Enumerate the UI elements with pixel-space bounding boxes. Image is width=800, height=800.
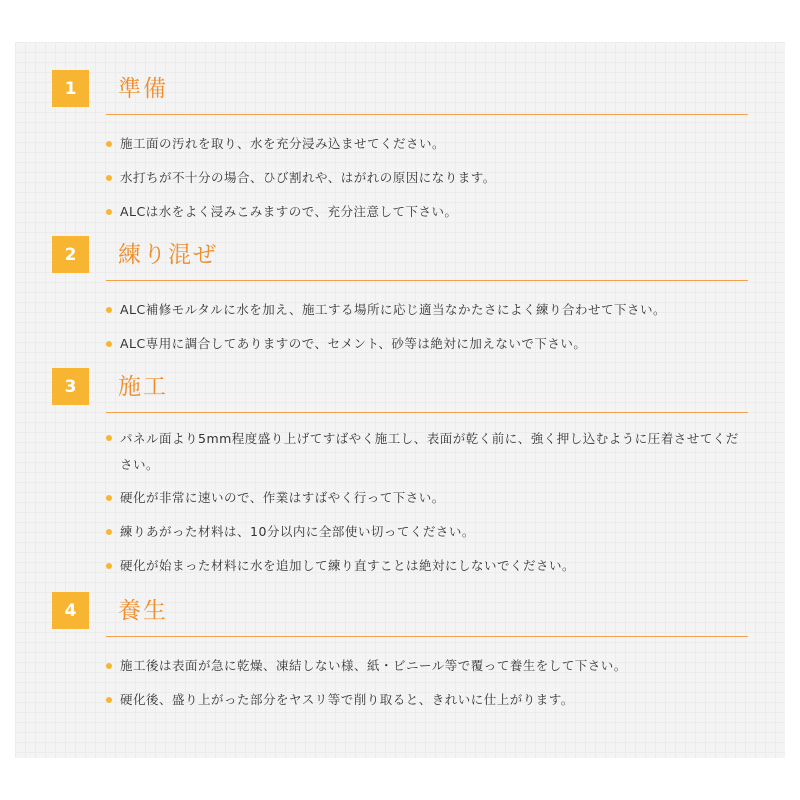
instructions-panel [15,42,785,758]
step-number-badge: 2 [52,236,89,273]
list-item: 練りあがった材料は、10分以内に全部使い切ってください。 [106,520,751,544]
section-divider [106,636,748,637]
section-title: 養生 [118,598,168,624]
bullet-dot-icon [106,563,112,569]
bullet-list [106,298,751,356]
bullet-dot-icon [106,435,112,441]
section-divider [106,114,748,115]
bullet-dot-icon [106,175,112,181]
list-item: 施工後は表面が急に乾燥、凍結しない様、紙・ビニール等で覆って養生をして下さい。 [106,654,751,678]
step-number-badge: 1 [52,70,89,107]
list-item: パネル面より5mm程度盛り上げてすばやく施工し、表面が乾く前に、強く押し込むように圧着させてください。 [106,426,751,478]
list-item: 施工面の汚れを取り、水を充分浸み込ませてください。 [106,132,751,156]
list-item: ALC補修モルタルに水を加え、施工する場所に応じ適当なかたさによく練り合わせて下さい。 [106,298,751,322]
bullet-dot-icon [106,141,112,147]
bullet-dot-icon [106,697,112,703]
bullet-dot-icon [106,663,112,669]
list-item: 硬化が始まった材料に水を追加して練り直すことは絶対にしないでください。 [106,554,751,578]
list-item: ALCは水をよく浸みこみますので、充分注意して下さい。 [106,200,751,224]
list-item: 硬化が非常に速いので、作業はすばやく行って下さい。 [106,486,751,510]
bullet-list [106,654,751,712]
bullet-dot-icon [106,341,112,347]
list-item: 硬化後、盛り上がった部分をヤスリ等で削り取ると、きれいに仕上がります。 [106,688,751,712]
bullet-list [106,426,751,578]
list-item: 水打ちが不十分の場合、ひび割れや、はがれの原因になります。 [106,166,751,190]
step-number-badge: 3 [52,368,89,405]
step-number-badge: 4 [52,592,89,629]
section-title: 施工 [118,374,168,400]
bullet-dot-icon [106,307,112,313]
section-divider [106,280,748,281]
section-title: 準備 [118,76,168,102]
section-title: 練り混ぜ [118,242,218,268]
bullet-dot-icon [106,495,112,501]
bullet-dot-icon [106,209,112,215]
bullet-list [106,132,751,224]
bullet-dot-icon [106,529,112,535]
section-divider [106,412,748,413]
list-item: ALC専用に調合してありますので、セメント、砂等は絶対に加えないで下さい。 [106,332,751,356]
